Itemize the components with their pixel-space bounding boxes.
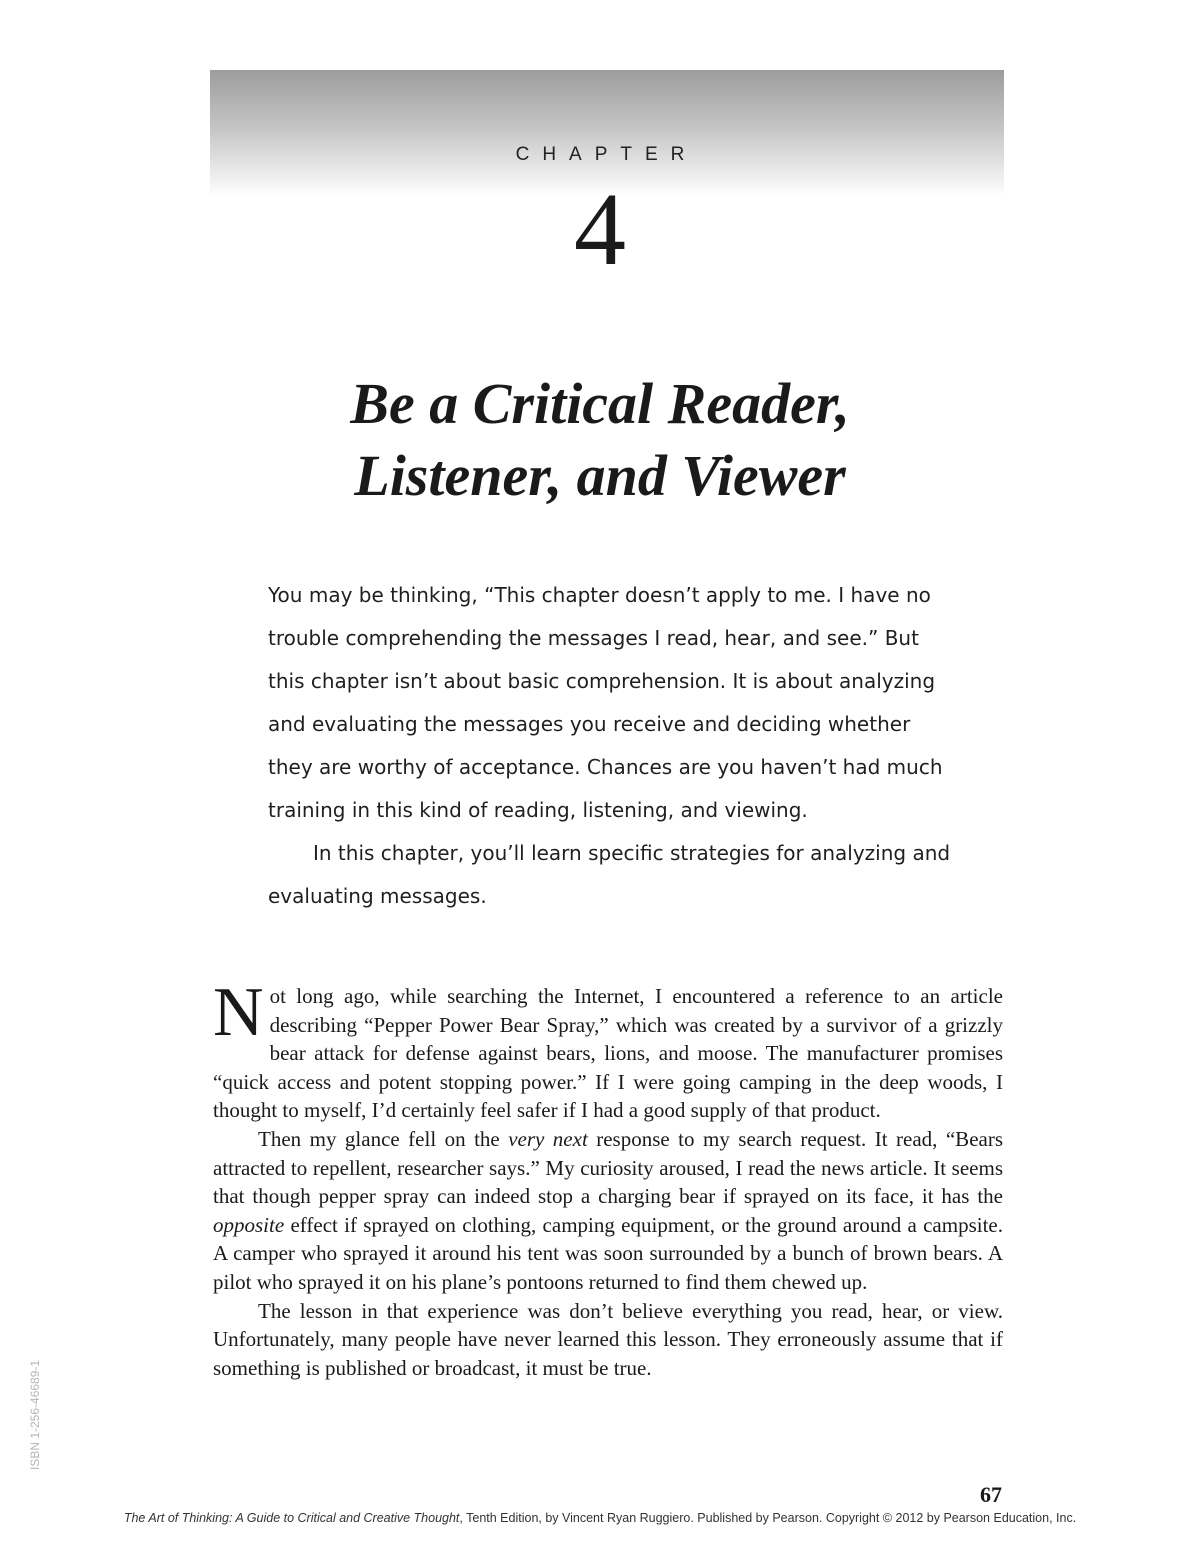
body-paragraph-1-text: ot long ago, while searching the Internet, I encountered a reference to an article describing “Pepper Power Bear Spray,” which was created by a survivor of a grizzly bear attack for defense against bears, lions, and moose. The manufacturer promises “quick access and potent stopping power.” If I were going camping in the deep woods, I thought to myself, I’d certainly feel safer if I had a good supply of that product.: [213, 984, 1003, 1123]
isbn-margin-note: ISBN 1-256-46689-1: [28, 1359, 42, 1470]
body-paragraph-3: The lesson in that experience was don’t believe everything you read, hear, or view. Unfortunately, many people have never learned this lesson. They erroneously assume that if something is published or broadcast, it must be true.: [213, 1298, 1003, 1380]
chapter-number: 4: [574, 172, 626, 287]
footer-credit: , Tenth Edition, by Vincent Ryan Ruggiero. Published by Pearson. Copyright © 2012 by Pearson Education, Inc.: [459, 1511, 1077, 1525]
intro-paragraph-1: You may be thinking, “This chapter doesn’t apply to me. I have no trouble comprehending the messages I read, hear, and see.” But this chapter isn’t about basic comprehension. It is about analyzing and evaluating the messages you receive and deciding whether they are worthy of acceptance. Chances are you haven’t had much training in this kind of reading, listening, and viewing.: [268, 583, 943, 822]
emphasis-very-next: very next: [508, 1126, 588, 1151]
body-paragraph-2: [213, 1125, 1003, 1297]
chapter-title-line-2: Listener, and Viewer: [354, 443, 846, 508]
footer-book-title: The Art of Thinking: A Guide to Critical and Creative Thought: [123, 1511, 460, 1525]
chapter-title: [0, 368, 1200, 512]
body-text: [213, 974, 1003, 1382]
body-paragraph-2-part-b: response to my search request. It read, “Bears attracted to repellent, researcher says.” My curiosity aroused, I read the news article. It seems that though pepper spray can indeed stop a charging bear if sprayed on its face, it has the: [213, 1126, 1003, 1209]
chapter-label: CHAPTER: [515, 144, 698, 165]
page-number: 67: [980, 1482, 1002, 1507]
body-paragraph-1: [213, 974, 1003, 1125]
body-paragraph-2-part-a: Then my glance fell on the: [258, 1126, 509, 1151]
emphasis-opposite: opposite: [213, 1212, 285, 1237]
chapter-introduction: [268, 574, 958, 918]
chapter-title-line-1: Be a Critical Reader,: [350, 371, 850, 436]
drop-cap-letter: N: [213, 974, 264, 1051]
body-paragraph-2-part-c: effect if sprayed on clothing, camping equipment, or the ground around a campsite. A camper who sprayed it around his tent was soon surrounded by a bunch of brown bears. A pilot who sprayed it on his plane’s pontoons returned to find them chewed up.: [213, 1212, 1003, 1294]
intro-paragraph-2: In this chapter, you’ll learn specific strategies for analyzing and evaluating messages.: [268, 841, 951, 908]
copyright-footer: [0, 1511, 1200, 1525]
